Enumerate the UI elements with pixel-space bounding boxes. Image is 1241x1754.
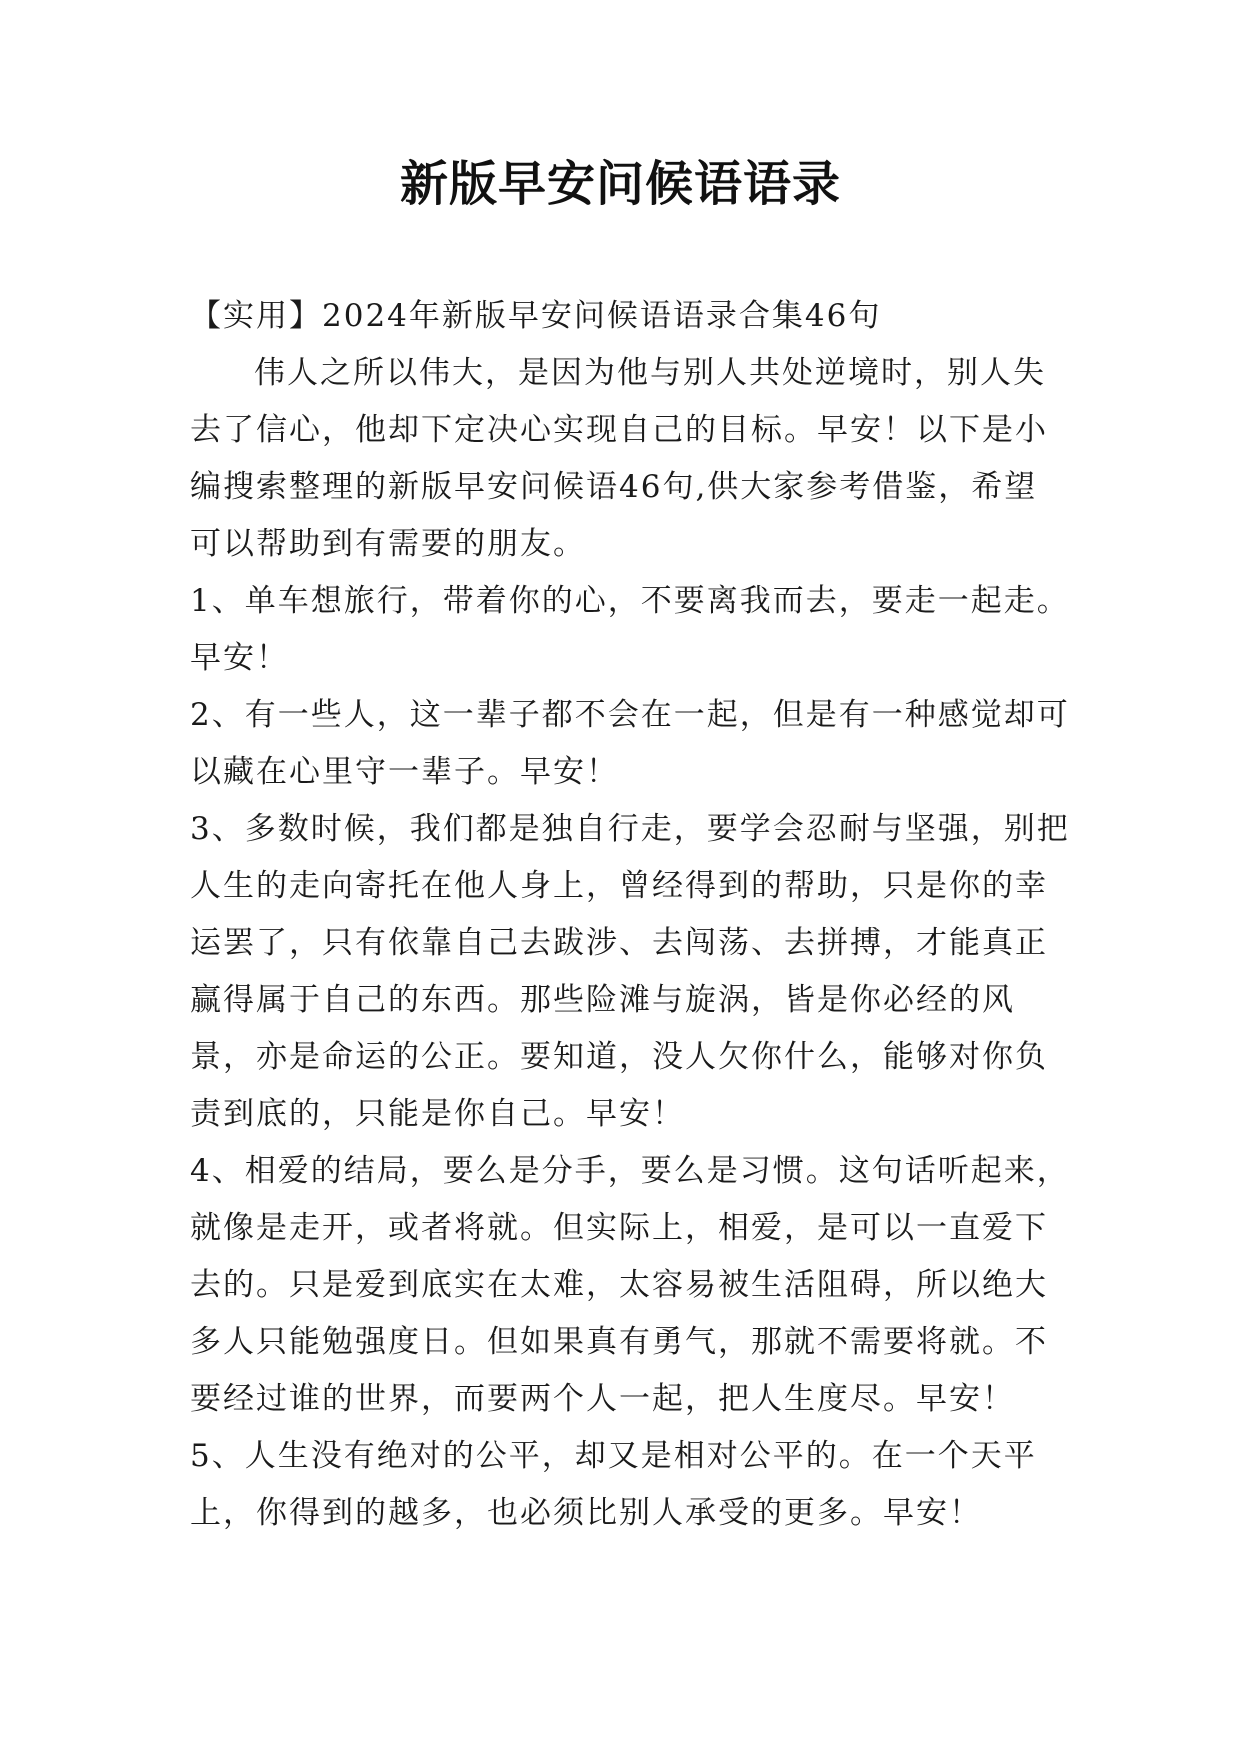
list-item: 2、有一些人，这一辈子都不会在一起，但是有一种感觉却可以藏在心里守一辈子。早安！ [190, 697, 1070, 790]
document-subtitle: 【实用】2024年新版早安问候语语录合集46句 [190, 298, 882, 334]
intro-paragraph: 伟人之所以伟大，是因为他与别人共处逆境时，别人失去了信心，他却下定决心实现自己的目标。早安！以下是小编搜索整理的新版早安问候语46句,供大家参考借鉴，希望可以帮助到有需要的朋友。 [190, 355, 1048, 562]
list-item: 4、相爱的结局，要么是分手，要么是习惯。这句话听起来，就像是走开，或者将就。但实际上，相爱，是可以一直爱下去的。只是爱到底实在太难，太容易被生活阻碍，所以绝大多人只能勉强度日。但如果真有勇气，那就不需要将就。不要经过谁的世界，而要两个人一起，把人生度尽。早安！ [190, 1153, 1070, 1417]
list-item: 1、单车想旅行，带着你的心，不要离我而去，要走一起走。早安！ [190, 583, 1070, 676]
page-title: 新版早安问候语语录 [399, 156, 841, 212]
document-body [190, 288, 1070, 1542]
list-item: 3、多数时候，我们都是独自行走，要学会忍耐与坚强，别把人生的走向寄托在他人身上，曾经得到的帮助，只是你的幸运罢了，只有依靠自己去跋涉、去闯荡、去拼搏，才能真正赢得属于自己的东西。那些险滩与旋涡，皆是你必经的风景，亦是命运的公正。要知道，没人欠你什么，能够对你负责到底的，只能是你自己。早安！ [190, 811, 1070, 1132]
list-item: 5、人生没有绝对的公平，却又是相对公平的。在一个天平上，你得到的越多，也必须比别人承受的更多。早安！ [190, 1438, 1037, 1531]
